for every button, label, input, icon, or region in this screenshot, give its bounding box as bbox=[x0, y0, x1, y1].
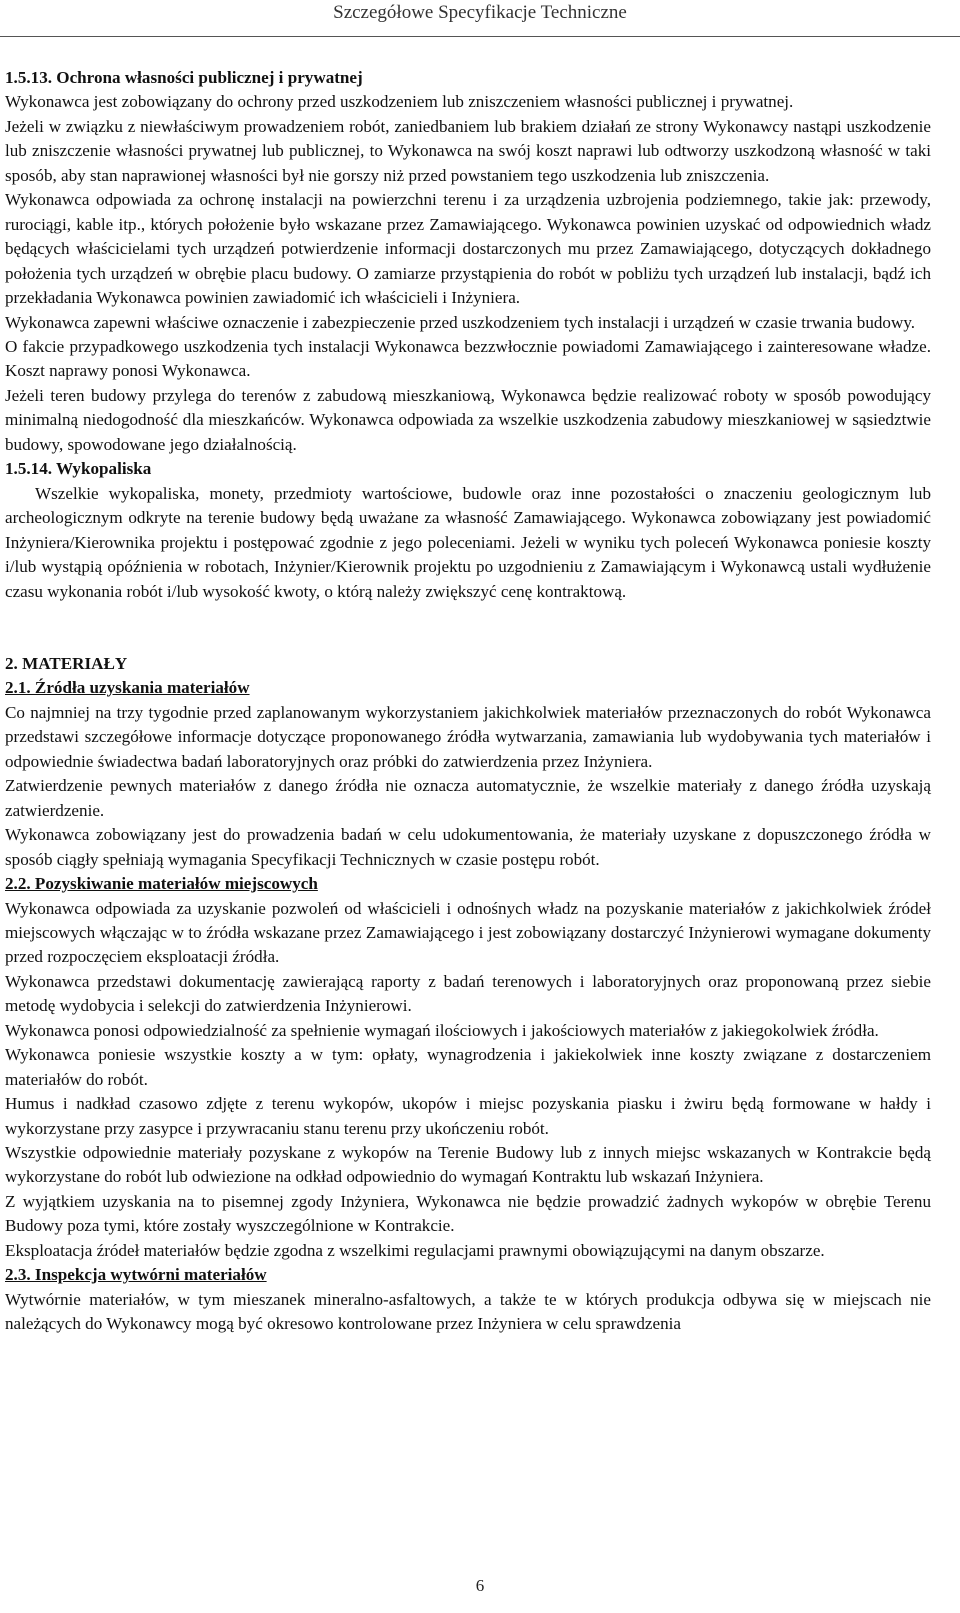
section-spacer bbox=[5, 604, 931, 652]
section-heading-1-5-13: 1.5.13. Ochrona własności publicznej i prywatnej bbox=[5, 68, 363, 87]
chapter-heading-materialy: 2. MATERIAŁY bbox=[5, 653, 128, 673]
paragraph: Humus i nadkład czasowo zdjęte z terenu wykopów, ukopów i miejsc pozyskania piasku i żwiru będą formowane w hałdy i wykorzystane przy zasypce i przywracaniu stanu terenu przy ukończeniu robót. bbox=[5, 1094, 931, 1138]
running-header: Szczegółowe Specyfikacje Techniczne bbox=[333, 2, 627, 23]
paragraph: Jeżeli w związku z niewłaściwym prowadzeniem robót, zaniedbaniem lub brakiem działań ze strony Wykonawcy nastąpi uszkodzenie lub zniszczenie własności prywatnej lub publicznej, to Wykonawca na swój koszt naprawi lub odtworzy uszkodzoną własność w taki sposób, aby stan naprawionej własności był nie gorszy niż przed powstaniem tego uszkodzenia lub zniszczenia. bbox=[5, 116, 931, 185]
section-heading-2-1: 2.1. Źródła uzyskania materiałów bbox=[5, 678, 250, 698]
section-heading-1-5-14: 1.5.14. Wykopaliska bbox=[5, 459, 152, 479]
paragraph: Wytwórnie materiałów, w tym mieszanek mineralno-asfaltowych, a także te w których produkcja odbywa się w miejscach nie należących do Wykonawcy mogą być okresowo kontrolowane przez Inżyniera w celu sprawdzenia bbox=[5, 1289, 931, 1334]
document-body bbox=[5, 66, 931, 1337]
paragraph: Wykonawca przedstawi dokumentację zawierającą raporty z badań terenowych i laboratoryjnych oraz proponowaną przez siebie metodę wydobycia i selekcji do zatwierdzenia Inżynierowi. bbox=[5, 971, 931, 1016]
paragraph: Wykonawca ponosi odpowiedzialność za spełnienie wymagań ilościowych i jakościowych materiałów z jakiegokolwiek źródła. bbox=[5, 1020, 879, 1040]
section-heading-2-2: 2.2. Pozyskiwanie materiałów miejscowych bbox=[5, 874, 318, 894]
paragraph: Eksploatacja źródeł materiałów będzie zgodna z wszelkimi regulacjami prawnymi obowiązującymi na danym obszarze. bbox=[5, 1240, 825, 1260]
paragraph: O fakcie przypadkowego uszkodzenia tych instalacji Wykonawca bezzwłocznie powiadomi Zamawiającego i zainteresowane władze. Koszt naprawy ponosi Wykonawca. bbox=[5, 336, 931, 381]
paragraph: Wykonawca zobowiązany jest do prowadzenia badań w celu udokumentowania, że materiały uzyskane z dopuszczonego źródła w sposób ciągły spełniają wymagania Specyfikacji Technicznych w czasie postępu robót. bbox=[5, 825, 931, 869]
paragraph: Wykonawca zapewni właściwe oznaczenie i zabezpieczenie przed uszkodzeniem tych instalacji i urządzeń w czasie trwania budowy. bbox=[5, 312, 916, 332]
header-divider bbox=[0, 36, 960, 37]
paragraph: Co najmniej na trzy tygodnie przed zaplanowanym wykorzystaniem jakichkolwiek materiałów przeznaczonych do robót Wykonawca przedstawi szczegółowe informacje dotyczące proponowanego źródła wytwarzania, zamawiania lub wydobywania tych materiałów i odpowiednie świadectwa badań laboratoryjnych oraz próbki do zatwierdzenia przez Inżyniera. bbox=[5, 702, 931, 771]
page-number: 6 bbox=[475, 1576, 485, 1595]
paragraph: Wykonawca poniesie wszystkie koszty a w tym: opłaty, wynagrodzenia i jakiekolwiek inne koszty związane z dostarczeniem materiałów do robót. bbox=[5, 1045, 931, 1089]
paragraph: Jeżeli teren budowy przylega do terenów z zabudową mieszkaniową, Wykonawca będzie realizować roboty w sposób powodujący minimalną niedogodność dla mieszkańców. Wykonawca odpowiada za wszelkie uszkodzenia zabudowy mieszkaniowej w sąsiedztwie budowy, spowodowane jego działalnością. bbox=[5, 385, 931, 454]
paragraph: Wszelkie wykopaliska, monety, przedmioty wartościowe, budowle oraz inne pozostałości o znaczeniu geologicznym lub archeologicznym odkryte na terenie budowy będą uważane za własność Zamawiającego. Wykonawca zobowiązany jest powiadomić Inżyniera/Kierownika projektu i postępować zgodnie z jego poleceniami. Jeżeli w wyniku tych poleceń Wykonawca poniesie koszty i/lub wystąpią opóźnienia w robotach, Inżynier/Kierownik projektu po uzgodnieniu z Zamawiającym i Wykonawcą ustali wydłużenie czasu wykonania robót i/lub wysokość kwoty, o którą należy zwiększyć cenę kontraktową. bbox=[5, 483, 931, 601]
paragraph: Zatwierdzenie pewnych materiałów z danego źródła nie oznacza automatycznie, że wszelkie materiały z danego źródła uzyskają zatwierdzenie. bbox=[5, 776, 931, 820]
paragraph: Wykonawca jest zobowiązany do ochrony przed uszkodzeniem lub zniszczeniem własności publicznej i prywatnej. bbox=[5, 92, 794, 112]
paragraph: Z wyjątkiem uzyskania na to pisemnej zgody Inżyniera, Wykonawca nie będzie prowadzić żadnych wykopów w obrębie Terenu Budowy poza tymi, które zostały wyszczególnione w Kontrakcie. bbox=[5, 1191, 931, 1236]
paragraph: Wszystkie odpowiednie materiały pozyskane z wykopów na Terenie Budowy lub z innych miejsc wskazanych w Kontrakcie będą wykorzystane do robót lub odwiezione na odkład odpowiednio do wymagań Kontraktu lub wskazań Inżyniera. bbox=[5, 1143, 931, 1187]
paragraph: Wykonawca odpowiada za uzyskanie pozwoleń od właścicieli i odnośnych władz na pozyskanie materiałów z jakichkolwiek źródeł miejscowych włączając w to źródła wskazane przez Zamawiającego i jest zobowiązany dostarczyć Inżynierowi wymagane dokumenty przed rozpoczęciem eksploatacji źródła. bbox=[5, 898, 931, 967]
section-heading-2-3: 2.3. Inspekcja wytwórni materiałów bbox=[5, 1265, 267, 1285]
paragraph: Wykonawca odpowiada za ochronę instalacji na powierzchni terenu i za urządzenia uzbrojenia podziemnego, takie jak: przewody, rurociągi, kable itp., których położenie było wskazane przez Zamawiającego. Wykonawca powinien uzyskać od odpowiednich władz będących właścicielami tych urządzeń potwierdzenie informacji dostarczonych mu przez Zamawiającego, dotyczących dokładnego położenia tych urządzeń w obrębie placu budowy. O zamiarze przystąpienia do robót w pobliżu tych urządzeń lub instalacji, bądź ich przekładania Wykonawca powinien zawiadomić ich właścicieli i Inżyniera. bbox=[5, 190, 931, 308]
